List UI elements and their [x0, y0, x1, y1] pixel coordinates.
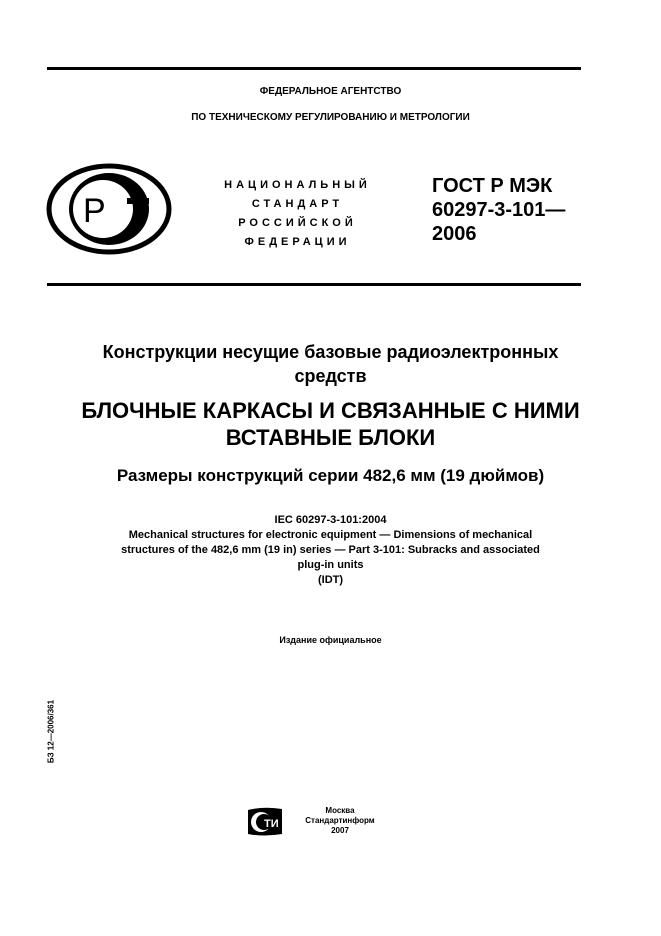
iec-line: IEC 60297-3-101:2004 — [274, 514, 387, 526]
iec-line: plug-in units — [297, 559, 364, 571]
top-rule — [47, 67, 581, 70]
standard-type-line: ФЕДЕРАЦИИ — [244, 236, 351, 248]
iec-block — [0, 513, 661, 588]
publisher-year: 2007 — [331, 826, 349, 835]
standard-type — [205, 176, 390, 252]
iec-line: Mechanical structures for electronic equipment — Dimensions of mechanical — [128, 529, 533, 541]
designation-line-1: ГОСТ Р МЭК — [432, 175, 553, 197]
svg-text:P: P — [83, 192, 106, 230]
designation-line-2: 60297-3-101— — [432, 199, 566, 221]
title-caps-1: БЛОЧНЫЕ КАРКАСЫ И СВЯЗАННЫЕ С НИМИ — [81, 398, 580, 423]
iec-line: (IDT) — [317, 574, 344, 586]
designation-line-3: 2006 — [432, 223, 477, 245]
publisher-city: Москва — [325, 806, 355, 815]
middle-rule — [47, 283, 581, 286]
svg-text:ТИ: ТИ — [264, 818, 279, 830]
agency-line-1: ФЕДЕРАЛЬНОЕ АГЕНТСТВО — [259, 86, 402, 97]
standard-type-line: СТАНДАРТ — [251, 198, 344, 210]
iec-line: structures of the 482,6 mm (19 in) series — Part 3-101: Subracks and associated — [121, 544, 540, 556]
agency-line-2: ПО ТЕХНИЧЕСКОМУ РЕГУЛИРОВАНИЮ И МЕТРОЛОГИИ — [191, 112, 470, 123]
title-caps-2: ВСТАВНЫЕ БЛОКИ — [225, 425, 436, 450]
subtitle: Размеры конструкций серии 482,6 мм (19 дюймов) — [116, 466, 545, 485]
title-main — [0, 397, 661, 451]
designation — [432, 174, 565, 246]
title-line-2: средств — [294, 366, 367, 386]
publisher-logo — [246, 806, 284, 838]
side-code: БЗ 12—2006/361 — [46, 699, 56, 764]
publisher-name: Стандартинформ — [305, 816, 375, 825]
title-line-1: Конструкции несущие базовые радиоэлектронных — [102, 342, 559, 362]
standard-type-line: РОССИЙСКОЙ — [238, 217, 357, 229]
gost-r-logo — [45, 162, 173, 256]
standard-type-line: НАЦИОНАЛЬНЫЙ — [224, 179, 371, 191]
title-russian — [0, 340, 661, 388]
publisher — [290, 806, 390, 836]
edition-label: Издание официальное — [279, 635, 382, 645]
